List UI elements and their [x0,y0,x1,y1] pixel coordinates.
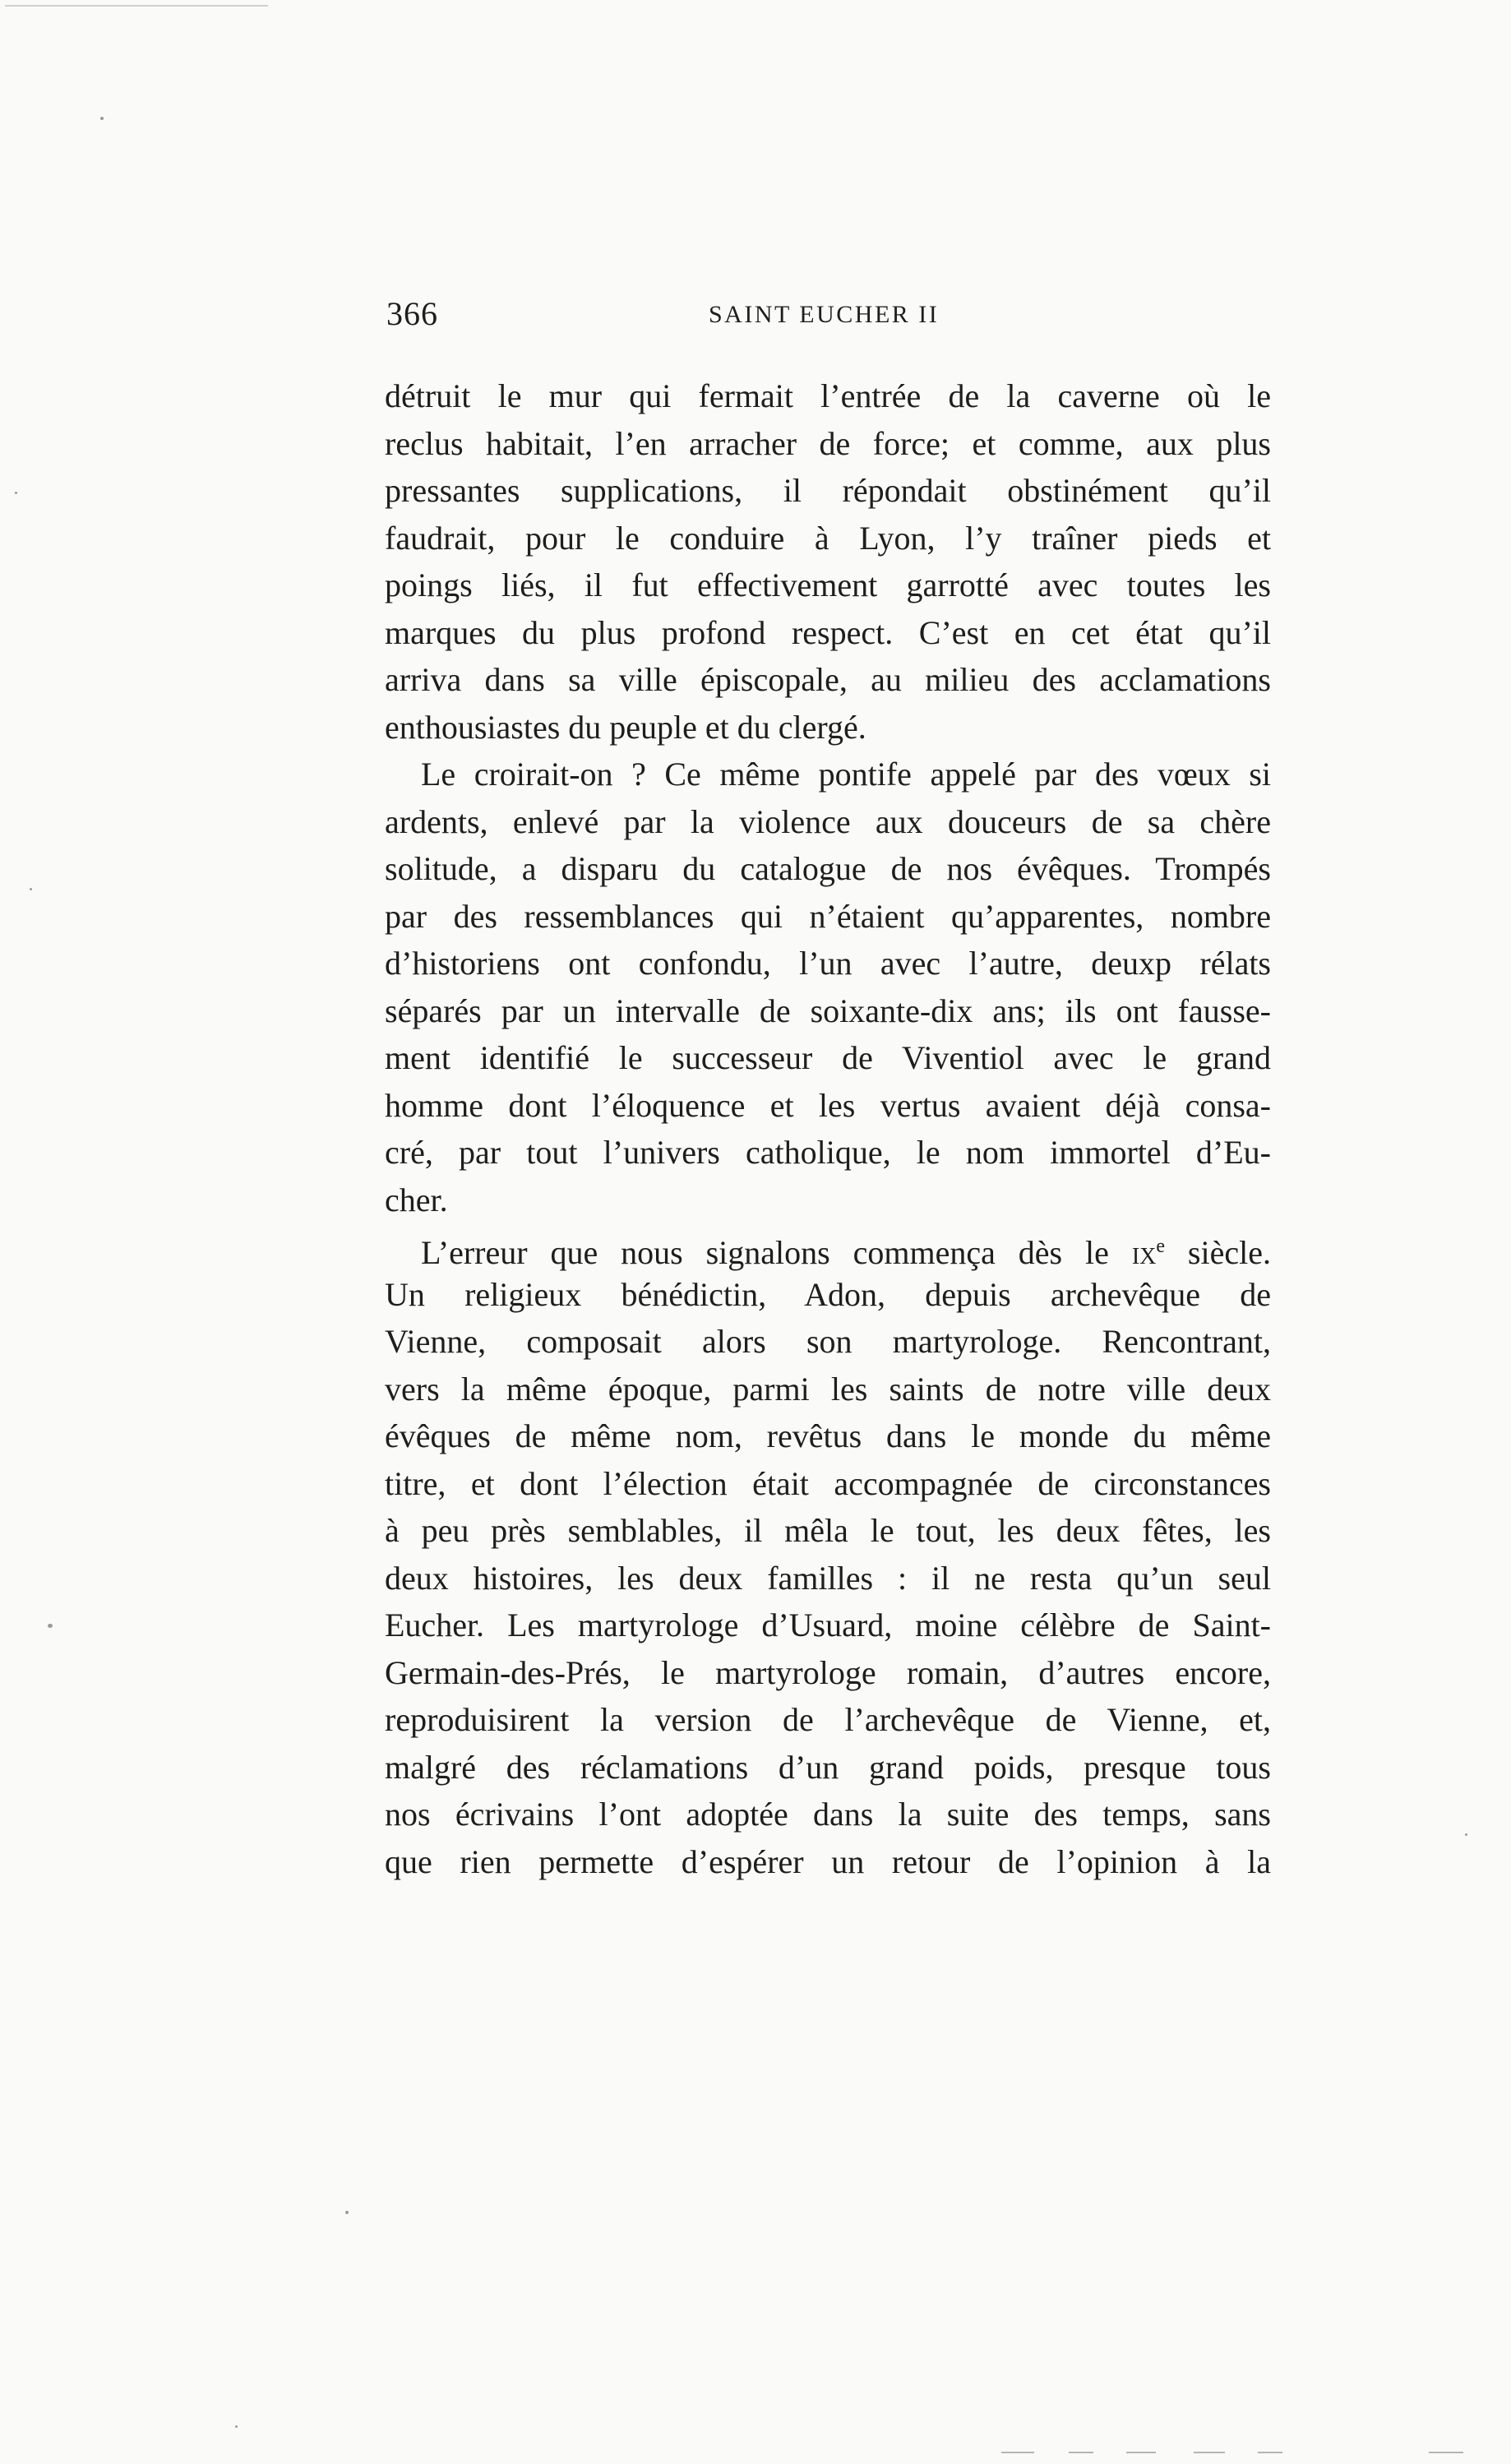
scan-mark [1194,2452,1225,2453]
text-line: titre, et dont l’élection était accompagnée de circonstances [385,1464,1271,1502]
text-line: Eucher. Les martyrologe d’Usuard, moine célèbre de Saint- [385,1606,1271,1643]
text-line: reproduisirent la version de l’archevêque de Vienne, et, [385,1701,1271,1738]
scan-mark [1069,2452,1093,2453]
running-title: SAINT EUCHER II [709,301,940,328]
text-line: Germain-des-Prés, le martyrologe romain, d’autres encore, [385,1653,1271,1691]
text-line: marques du plus profond respect. C’est en cet état qu’il [385,613,1271,651]
text-fragment: siècle. [1165,1234,1271,1271]
text-line: par des ressemblances qui n’étaient qu’apparentes, nombre [385,897,1271,935]
scan-mark [1126,2452,1156,2453]
text-line: évêques de même nom, revêtus dans le monde du même [385,1417,1271,1454]
text-line: ment identifié le successeur de Viventiol avec le grand [385,1039,1271,1076]
text-line: faudrait, pour le conduire à Lyon, l’y traîner pieds et [385,519,1271,557]
text-line: Un religieux bénédictin, Adon, depuis archevêque de [385,1275,1271,1313]
text-line: que rien permette d’espérer un retour de l’opinion à la [385,1842,1271,1880]
scan-speck [345,2211,349,2214]
text-line: cher. [385,1181,448,1218]
scan-speck [235,2425,238,2428]
scan-speck [30,888,32,890]
text-line: malgré des réclamations d’un grand poids, presque tous [385,1748,1271,1786]
scan-mark [1258,2452,1282,2453]
text-line: séparés par un intervalle de soixante-dix ans; ils ont fausse- [385,992,1271,1029]
text-line: nos écrivains l’ont adoptée dans la suite des temps, sans [385,1796,1271,1833]
paragraph-block [385,1271,1271,1886]
century-numeral: ix [1131,1234,1157,1271]
body-text [385,372,1271,1885]
scan-speck [1465,1833,1467,1836]
scan-mark [1429,2452,1463,2453]
text-line: ardents, enlevé par la violence aux douceurs de sa chère [385,802,1271,840]
scan-speck [100,117,104,120]
superscript: e [1156,1236,1166,1257]
text-line-century [385,1223,1271,1271]
scan-speck [15,492,17,494]
text-line: solitude, a disparu du catalogue de nos évêques. Trompés [385,850,1271,887]
text-fragment: L’erreur que nous signalons commença dès le [421,1234,1132,1271]
text-line: enthousiastes du peuple et du clergé. [385,708,866,746]
page-number: 366 [386,295,438,332]
text-line: arriva dans sa ville épiscopale, au milieu des acclamations [385,661,1271,698]
text-line: Vienne, composait alors son martyrologe. Rencontrant, [385,1323,1271,1360]
text-line: d’historiens ont confondu, l’un avec l’autre, deuxp rélats [385,945,1271,982]
text-line: deux histoires, les deux familles : il ne resta qu’un seul [385,1559,1271,1597]
page-header [386,294,1312,335]
scan-speck [48,1624,53,1628]
text-line: Le croirait-on ? Ce même pontife appelé par des vœux si [421,756,1271,793]
text-line: pressantes supplications, il répondait obstinément qu’il [385,472,1271,509]
paragraph-block [385,372,1271,1223]
scan-mark [1001,2452,1034,2453]
text-line: reclus habitait, l’en arracher de force; et comme, aux plus [385,424,1271,462]
text-line: cré, par tout l’univers catholique, le nom immortel d’Eu- [385,1134,1271,1171]
text-line: homme dont l’éloquence et les vertus avaient déjà consa- [385,1086,1271,1124]
text-line: poings liés, il fut effectivement garrotté avec toutes les [385,566,1271,603]
text-line: vers la même époque, parmi les saints de notre ville deux [385,1370,1271,1408]
text-line: à peu près semblables, il mêla le tout, les deux fêtes, les [385,1512,1271,1549]
scan-mark [5,5,268,7]
text-line: détruit le mur qui fermait l’entrée de la caverne où le [385,377,1271,414]
